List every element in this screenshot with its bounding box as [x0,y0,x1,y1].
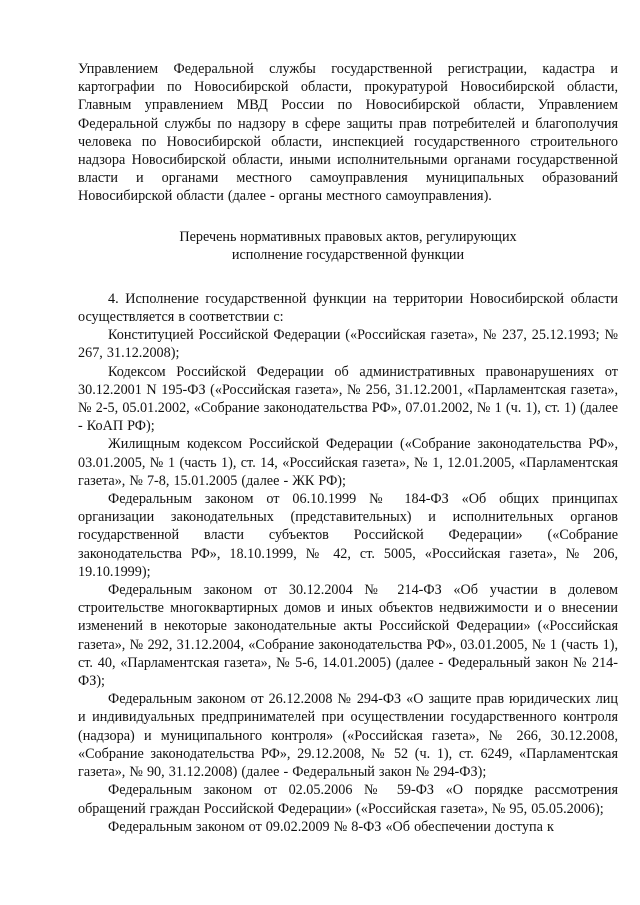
paragraph-law-59fz: Федеральным законом от 02.05.2006 № 59-ФЗ «О порядке рассмотрения обращений граждан Российской Федерации» («Российская газета», № 95, 05.05.2006); [78,782,618,817]
paragraph-housing-code: Жилищным кодексом Российской Федерации («Собрание законодательства РФ», 03.01.2005, № 1 (часть 1), ст. 14, «Российская газета», № 1, 12.01.2005, «Парламентская газета», № 7-8, 15.01.2005 (далее - ЖК РФ); [78,436,618,489]
paragraph-constitution: Конституцией Российской Федерации («Российская газета», № 237, 25.12.1993; № 267, 31.12.2008); [78,327,618,362]
paragraph-law-8fz: Федеральным законом от 09.02.2009 № 8-ФЗ «Об обеспечении доступа к [108,818,554,835]
paragraph-law-214fz: Федеральным законом от 30.12.2004 № 214-ФЗ «Об участии в долевом строительстве многоквартирных домов и иных объектов недвижимости и о внесении изменений в некоторые законодательные акты Российской Федерации» («Российская газета», № 292, 31.12.2004, «Собрание законодательства РФ», 03.01.2005, № 1 (часть 1), ст. 40, «Парламентская газета», № 5-6, 14.01.2005) (далее - Федеральный закон № 214-ФЗ); [78,582,618,690]
section-title-line-2: исполнение государственной функции [231,247,465,264]
section-title [78,228,618,265]
intro-paragraph: Управлением Федеральной службы государственной регистрации, кадастра и картографии по Новосибирской области, прокуратурой Новосибирской области, Главным управлением МВД России по Новосибирской области, Управлением Федеральной службы по надзору в сфере защиты прав потребителей и благополучия человека по Новосибирской области, инспекцией государственного строительного надзора Новосибирской области, иными исполнительными органами государственной власти и органами местного самоуправления муниципальных образований Новосибирской области (далее - органы местного самоуправления). [78,61,618,205]
paragraph-koap: Кодексом Российской Федерации об административных правонарушениях от 30.12.2001 N 195-ФЗ («Российская газета», № 256, 31.12.2001, «Парламентская газета», № 2-5, 05.01.2002, «Собрание законодательства РФ», 07.01.2002, № 1 (ч. 1), ст. 1) (далее - КоАП РФ); [78,363,618,435]
paragraph-item-4: 4. Исполнение государственной функции на территории Новосибирской области осуществляется в соответствии с: [78,290,618,326]
section-title-line-1: Перечень нормативных правовых актов, регулирующих [179,228,517,245]
paragraph-law-184fz: Федеральным законом от 06.10.1999 № 184-ФЗ «Об общих принципах организации законодательных (представительных) и исполнительных органов государственной власти субъектов Российской Федерации» («Собрание законодательства РФ», 18.10.1999, № 42, ст. 5005, «Российская газета», № 206, 19.10.1999); [78,491,618,580]
paragraph-law-294fz: Федеральным законом от 26.12.2008 № 294-ФЗ «О защите прав юридических лиц и индивидуальных предпринимателей при осуществлении государственного контроля (надзора) и муниципального контроля» («Российская газета», № 266, 30.12.2008, «Собрание законодательства РФ», 29.12.2008, № 52 (ч. 1), ст. 6249, «Парламентская газета», № 90, 31.12.2008) (далее - Федеральный закон № 294-ФЗ); [78,691,618,781]
